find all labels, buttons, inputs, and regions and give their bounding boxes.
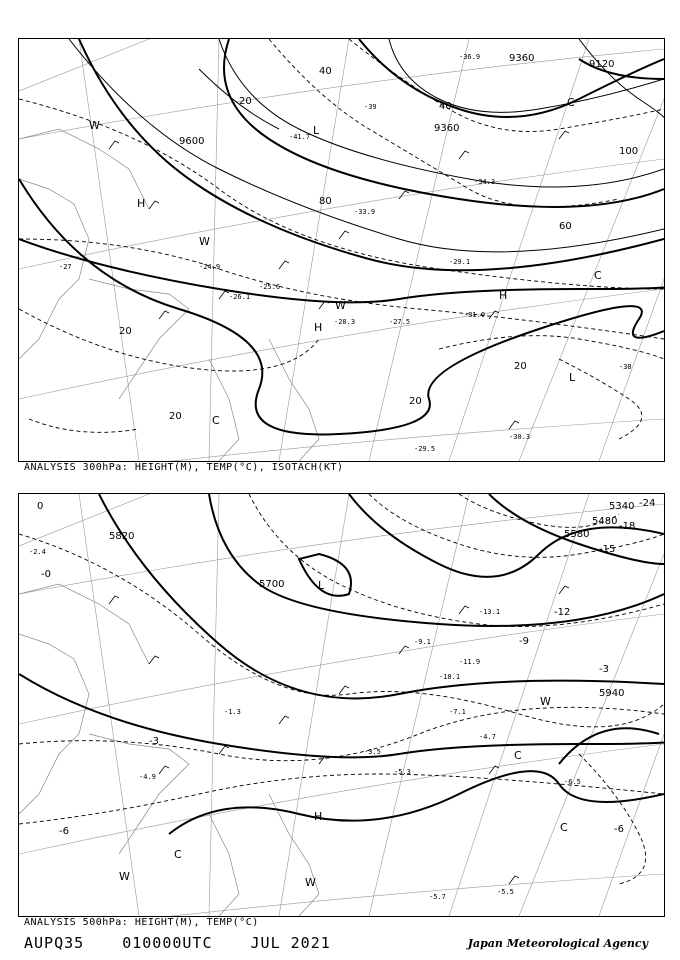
contour-label: 9600 [179, 136, 205, 147]
temp-label: -26.1 [229, 293, 251, 301]
temp-label: -38 [619, 363, 632, 371]
temp-label: -11.9 [459, 658, 481, 666]
cold-center-symbol: C [594, 269, 602, 282]
map-panel-300hpa [18, 38, 665, 462]
temp-label: -24.9 [199, 263, 221, 271]
panel-caption-300hpa: ANALYSIS 300hPa: HEIGHT(M), TEMP(°C), ISOTACH(KT) [24, 462, 344, 473]
isotachs [69, 39, 664, 252]
temp-label: -5.7 [429, 893, 446, 901]
isotach-label: 20 [514, 361, 527, 372]
bulletin-header [24, 934, 359, 952]
isotherm-label: -3 [149, 736, 159, 747]
cold-center-symbol: C [567, 96, 575, 109]
isotherm-label: 0 [37, 501, 44, 512]
isotherm-label: -9 [519, 636, 529, 647]
cold-center-symbol: C [560, 821, 568, 834]
isotach-label: 100 [619, 146, 639, 157]
isotherm-label: -6 [59, 826, 69, 837]
isotherm-label: -3 [599, 664, 609, 675]
contour-label: 5820 [109, 531, 135, 542]
warm-center-symbol: W [540, 695, 551, 708]
temp-label: -5.3 [394, 768, 411, 776]
low-pressure-symbol: L [318, 579, 325, 592]
temp-label: -7.1 [449, 708, 466, 716]
high-pressure-symbol: H [314, 321, 323, 334]
isotach-label: 20 [409, 396, 422, 407]
contour-label: 9120 [589, 59, 615, 70]
temp-label: -4.7 [479, 733, 496, 741]
temp-label: -13.1 [479, 608, 501, 616]
high-pressure-symbol: H [499, 289, 508, 302]
bulletin-date: JUL 2021 [250, 934, 331, 952]
isotherm-label: -18 [619, 521, 636, 532]
cold-center-symbol: C [174, 848, 182, 861]
warm-center-symbol: W [119, 870, 130, 883]
isotach-label: 40 [439, 101, 452, 112]
temp-label: -4.9 [139, 773, 156, 781]
low-pressure-symbol: L [313, 124, 320, 137]
high-pressure-symbol: H [137, 197, 146, 210]
contour-label: 9360 [434, 123, 460, 134]
isotherm-label: -6 [614, 824, 624, 835]
temp-label: -28.3 [334, 318, 356, 326]
agency-name: Japan Meteorological Agency [467, 937, 648, 950]
contour-label: 5940 [599, 688, 625, 699]
temp-label: -6.5 [564, 778, 581, 786]
temp-label: -25.6 [259, 283, 281, 291]
temp-label: -1.3 [224, 708, 241, 716]
temp-label: -34.3 [474, 178, 496, 186]
cold-center-symbol: C [514, 749, 522, 762]
low-pressure-symbol: L [569, 371, 576, 384]
contour-label: 5480 [592, 516, 618, 527]
isotherm-label: -24 [639, 498, 656, 509]
graticule [19, 494, 664, 916]
warm-center-symbol: W [89, 119, 100, 132]
map-panel-500hpa [18, 493, 665, 917]
contour-label: 9360 [509, 53, 535, 64]
isotach-label: 20 [119, 326, 132, 337]
isotach-label: 20 [169, 411, 182, 422]
bulletin-time: 010000UTC [122, 934, 213, 952]
temp-label: -30.3 [509, 433, 531, 441]
temp-label: -5.5 [497, 888, 514, 896]
warm-center-symbol: W [335, 299, 346, 312]
wind-barbs [109, 131, 569, 429]
cold-center-symbol: C [212, 414, 220, 427]
temp-label: -9.1 [414, 638, 431, 646]
temp-label: -10.1 [439, 673, 461, 681]
map-500hpa [19, 494, 664, 916]
temp-label: -36.9 [459, 53, 481, 61]
map-300hpa [19, 39, 664, 461]
temp-label: -39 [364, 103, 377, 111]
panel-caption-500hpa: ANALYSIS 500hPa: HEIGHT(M), TEMP(°C) [24, 917, 259, 928]
contour-label: 5340 [609, 501, 635, 512]
isotach-label: 40 [319, 66, 332, 77]
temp-label: -27.5 [389, 318, 411, 326]
coastline [19, 584, 319, 916]
isotherm-label: -15 [599, 544, 616, 555]
isotherm-label: -0 [41, 569, 51, 580]
contour-label: 5580 [564, 529, 590, 540]
temp-label: -2.4 [29, 548, 46, 556]
temp-label: -41.7 [289, 133, 311, 141]
isotherm-label: -12 [554, 607, 571, 618]
isotach-label: 80 [319, 196, 332, 207]
temp-label: -3.5 [364, 748, 381, 756]
warm-center-symbol: W [199, 235, 210, 248]
temp-label: -29.1 [449, 258, 471, 266]
wind-barbs [109, 586, 569, 884]
temp-label: -31.0 [464, 311, 486, 319]
isotach-label: 20 [239, 96, 252, 107]
temp-label: -27 [59, 263, 72, 271]
temp-label: -29.5 [414, 445, 436, 453]
temp-label: -33.9 [354, 208, 376, 216]
high-pressure-symbol: H [314, 810, 323, 823]
contour-label: 5700 [259, 579, 285, 590]
isotach-label: 60 [559, 221, 572, 232]
warm-center-symbol: W [305, 876, 316, 889]
bulletin-code: AUPQ35 [24, 934, 85, 952]
